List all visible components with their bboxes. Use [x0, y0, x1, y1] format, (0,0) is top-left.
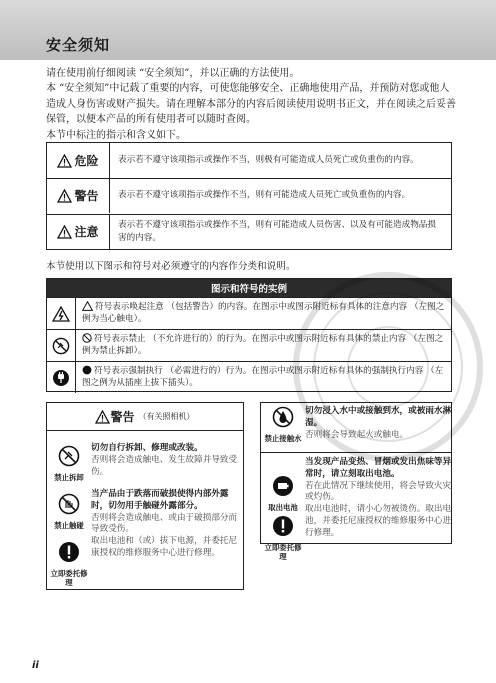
symbols-table-title: 图示和符号的实例	[47, 279, 451, 297]
right-item-1-text: 否则将会导致起火或触电。	[305, 429, 409, 440]
right-item-2-extra: 取出电池时，请小心勿被烫伤。取出电池，并委托尼康授权的维修服务中心进行修理。	[305, 504, 452, 538]
warning-item-1-text: 否则将会造成触电、发生故障并导致受伤。	[91, 454, 238, 477]
icon-label-repair-now-right: 立即委托修理	[264, 543, 302, 561]
intro-paragraph-3: 本节中标注的指示和含义如下。	[46, 129, 186, 141]
severity-row-danger	[47, 143, 451, 178]
warning-triangle-icon	[57, 225, 72, 239]
icon-label-remove-battery: 取出电池	[268, 503, 298, 512]
warning-box-right	[260, 402, 452, 561]
no-disassembly-icon	[58, 445, 80, 467]
symbol-text-caution: 符号表示唤起注意 （包括警告）的内容。在图示中或图示附近标有具体的注意内容 （左图之例为当心触电）。	[82, 302, 445, 324]
warning-triangle-icon	[95, 410, 110, 424]
no-water-icon	[272, 406, 294, 428]
warning-item-2-extra: 取出电池和（或）拔下电源，并委托尼康授权的维修服务中心进行修理。	[91, 536, 238, 558]
no-touch-icon	[58, 493, 80, 515]
page-number: ii	[32, 660, 39, 671]
symbol-text-prohibit: 符号表示禁止 （不允许进行的）的行为。在图示中或图示附近标有具体的禁止内容 （左图之例为禁止拆卸）。	[82, 334, 444, 356]
severity-row-caution	[47, 214, 451, 249]
severity-label-warning: 警告	[74, 189, 99, 203]
intro-paragraph-2: 本 “安全须知”中记载了重要的内容，可使您能够安全、正确地使用产品，并预防对您或他人造成人身伤害或财产损失。请在理解本部分的内容后阅读使用说明书正文，并在阅读之后妥善保管，以便本产品的所有使用者可以随时查阅。	[46, 83, 456, 126]
intro-paragraph-1: 请在使用前仔细阅读 “安全须知”，并以正确的方法使用。	[46, 68, 300, 79]
severity-text-caution: 表示若不遵守该项指示或操作不当，则有可能造成人员伤害、以及有可能造成物品损害的内容。	[118, 220, 436, 243]
symbol-row-caution	[47, 297, 451, 329]
symbol-row-prohibit	[47, 329, 451, 361]
symbol-row-mandatory	[47, 361, 451, 393]
warning-triangle-icon	[57, 154, 72, 168]
severity-table	[46, 142, 452, 250]
symbols-table	[46, 278, 452, 392]
right-item-2-bold: 当发现产品变热、冒烟或发出焦味等异常时，请立刻取出电池。	[305, 457, 452, 479]
severity-label-caution: 注意	[74, 225, 99, 239]
severity-row-warning	[47, 178, 451, 213]
symbol-text-mandatory: 符号表示强制执行 （必需进行的）行为。在图示中或图示附近标有具体的强制执行内容 （左图之例为从插座上拔下插头）。	[82, 366, 444, 388]
intro-text	[46, 66, 456, 143]
right-item-2-text: 若在此情况下继续使用，将会导致火灾或灼伤。	[305, 480, 452, 503]
electric-shock-icon	[52, 306, 70, 322]
no-disassembly-icon	[52, 337, 70, 355]
symbols-intro: 本节使用以下图示和符号对必须遵守的内容作分类和说明。	[46, 261, 296, 272]
warning-triangle-icon	[57, 189, 72, 203]
mandatory-glyph-icon	[82, 365, 92, 375]
warning-item-2-bold: 当产品由于跌落而破损使得内部外露时，切勿用手触碰外露部分。	[91, 489, 229, 511]
severity-text-danger: 表示若不遵守该项指示或操作不当，则极有可能造成人员死亡或负重伤的内容。	[118, 155, 419, 166]
remove-battery-icon	[272, 475, 294, 497]
warning-box-left	[46, 402, 244, 590]
warning-subtitle: （有关照相机）	[138, 412, 195, 421]
triangle-glyph-icon	[82, 301, 93, 311]
icon-label-no-touch: 禁止触碰	[54, 521, 84, 530]
icon-label-no-water: 禁止接触水	[264, 434, 302, 443]
exclamation-circle-icon	[272, 515, 294, 537]
icon-label-no-disassembly: 禁止拆卸	[54, 473, 84, 482]
icon-label-repair-now: 立即委托修理	[50, 569, 88, 587]
severity-label-danger: 危险	[74, 154, 99, 168]
warning-item-2-text: 否则将会造成触电、或由于破损部分而导致受伤。	[91, 512, 238, 535]
warning-title: 警告	[110, 410, 135, 424]
right-item-1-bold: 切勿浸入水中或接触到水，或被雨水淋湿。	[305, 406, 452, 428]
page-title: 安全须知	[46, 36, 111, 54]
unplug-icon	[52, 369, 70, 387]
exclamation-circle-icon	[58, 541, 80, 563]
severity-text-warning: 表示若不遵守该项指示或操作不当，则有可能造成人员死亡或负重伤的内容。	[118, 190, 411, 201]
prohibit-glyph-icon	[82, 333, 92, 343]
warning-item-1-bold: 切勿自行拆卸、修理或改装。	[91, 443, 203, 453]
